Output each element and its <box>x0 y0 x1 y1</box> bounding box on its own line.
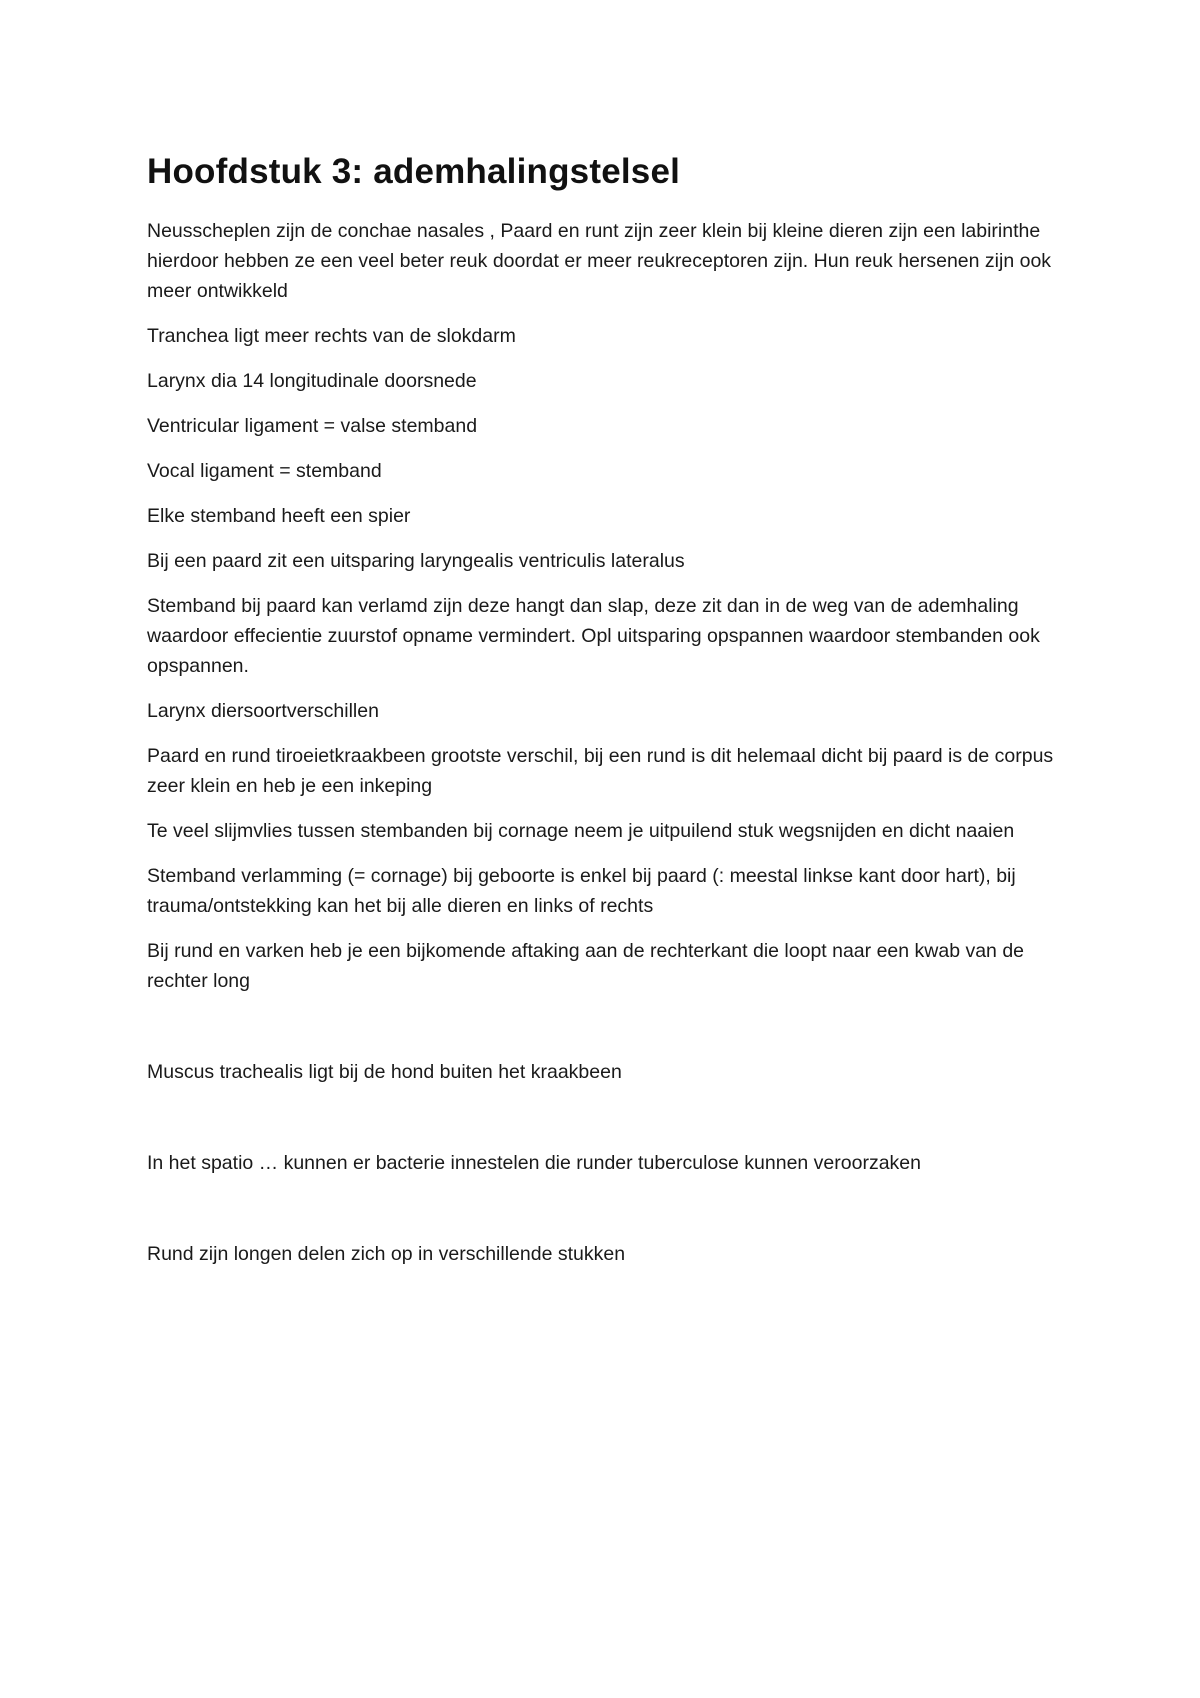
paragraph-slijmvlies: Te veel slijmvlies tussen stembanden bij cornage neem je uitpuilend stuk wegsnijden en dicht naaien <box>147 820 1015 842</box>
paragraph-longen: Rund zijn longen delen zich op in verschillende stukken <box>147 1243 626 1265</box>
paragraph-spatio: In het spatio … kunnen er bacterie innestelen die runder tuberculose kunnen veroorzaken <box>147 1152 921 1174</box>
paragraph-aftaking: Bij rund en varken heb je een bijkomende aftaking aan de rechterkant die loopt naar een kwab van de rechter long <box>147 940 1025 992</box>
paragraph-stemband-verlamd: Stemband bij paard kan verlamd zijn deze hangt dan slap, deze zit dan in de weg van de ademhaling waardoor effecientie zuurstof opname vermindert. Opl uitsparing opspannen waardoor stembanden ook opspannen. <box>147 595 1040 677</box>
paragraph-trachea: Tranchea ligt meer rechts van de slokdarm <box>147 325 516 347</box>
paragraph-vocal-ligament: Vocal ligament = stemband <box>147 460 382 482</box>
paragraph-tiroeiet: Paard en rund tiroeietkraakbeen grootste verschil, bij een rund is dit helemaal dicht bij paard is de corpus zeer klein en heb je een inkeping <box>147 745 1054 797</box>
document-body <box>147 150 1067 1284</box>
paragraph-larynx-dia: Larynx dia 14 longitudinale doorsnede <box>147 370 477 392</box>
paragraph-stemband-spier: Elke stemband heeft een spier <box>147 505 411 527</box>
paragraph-cornage: Stemband verlamming (= cornage) bij geboorte is enkel bij paard (: meestal linkse kant door hart), bij trauma/ontstekking kan het bij alle dieren en links of rechts <box>147 865 1016 917</box>
paragraph-uitsparing: Bij een paard zit een uitsparing laryngealis ventriculis lateralus <box>147 550 685 572</box>
paragraph-conchae-nasales: Neusscheplen zijn de conchae nasales , Paard en runt zijn zeer klein bij kleine dieren zijn een labirinthe hierdoor hebben ze een veel beter reuk doordat er meer reukreceptoren zijn. Hun reuk hersenen zijn ook meer ontwikkeld <box>147 220 1052 302</box>
paragraph-larynx-diersoort: Larynx diersoortverschillen <box>147 700 379 722</box>
paragraph-ventricular-ligament: Ventricular ligament = valse stemband <box>147 415 478 437</box>
page-title: Hoofdstuk 3: ademhalingstelsel <box>147 152 681 191</box>
paragraph-muscus-trachealis: Muscus trachealis ligt bij de hond buiten het kraakbeen <box>147 1061 622 1083</box>
